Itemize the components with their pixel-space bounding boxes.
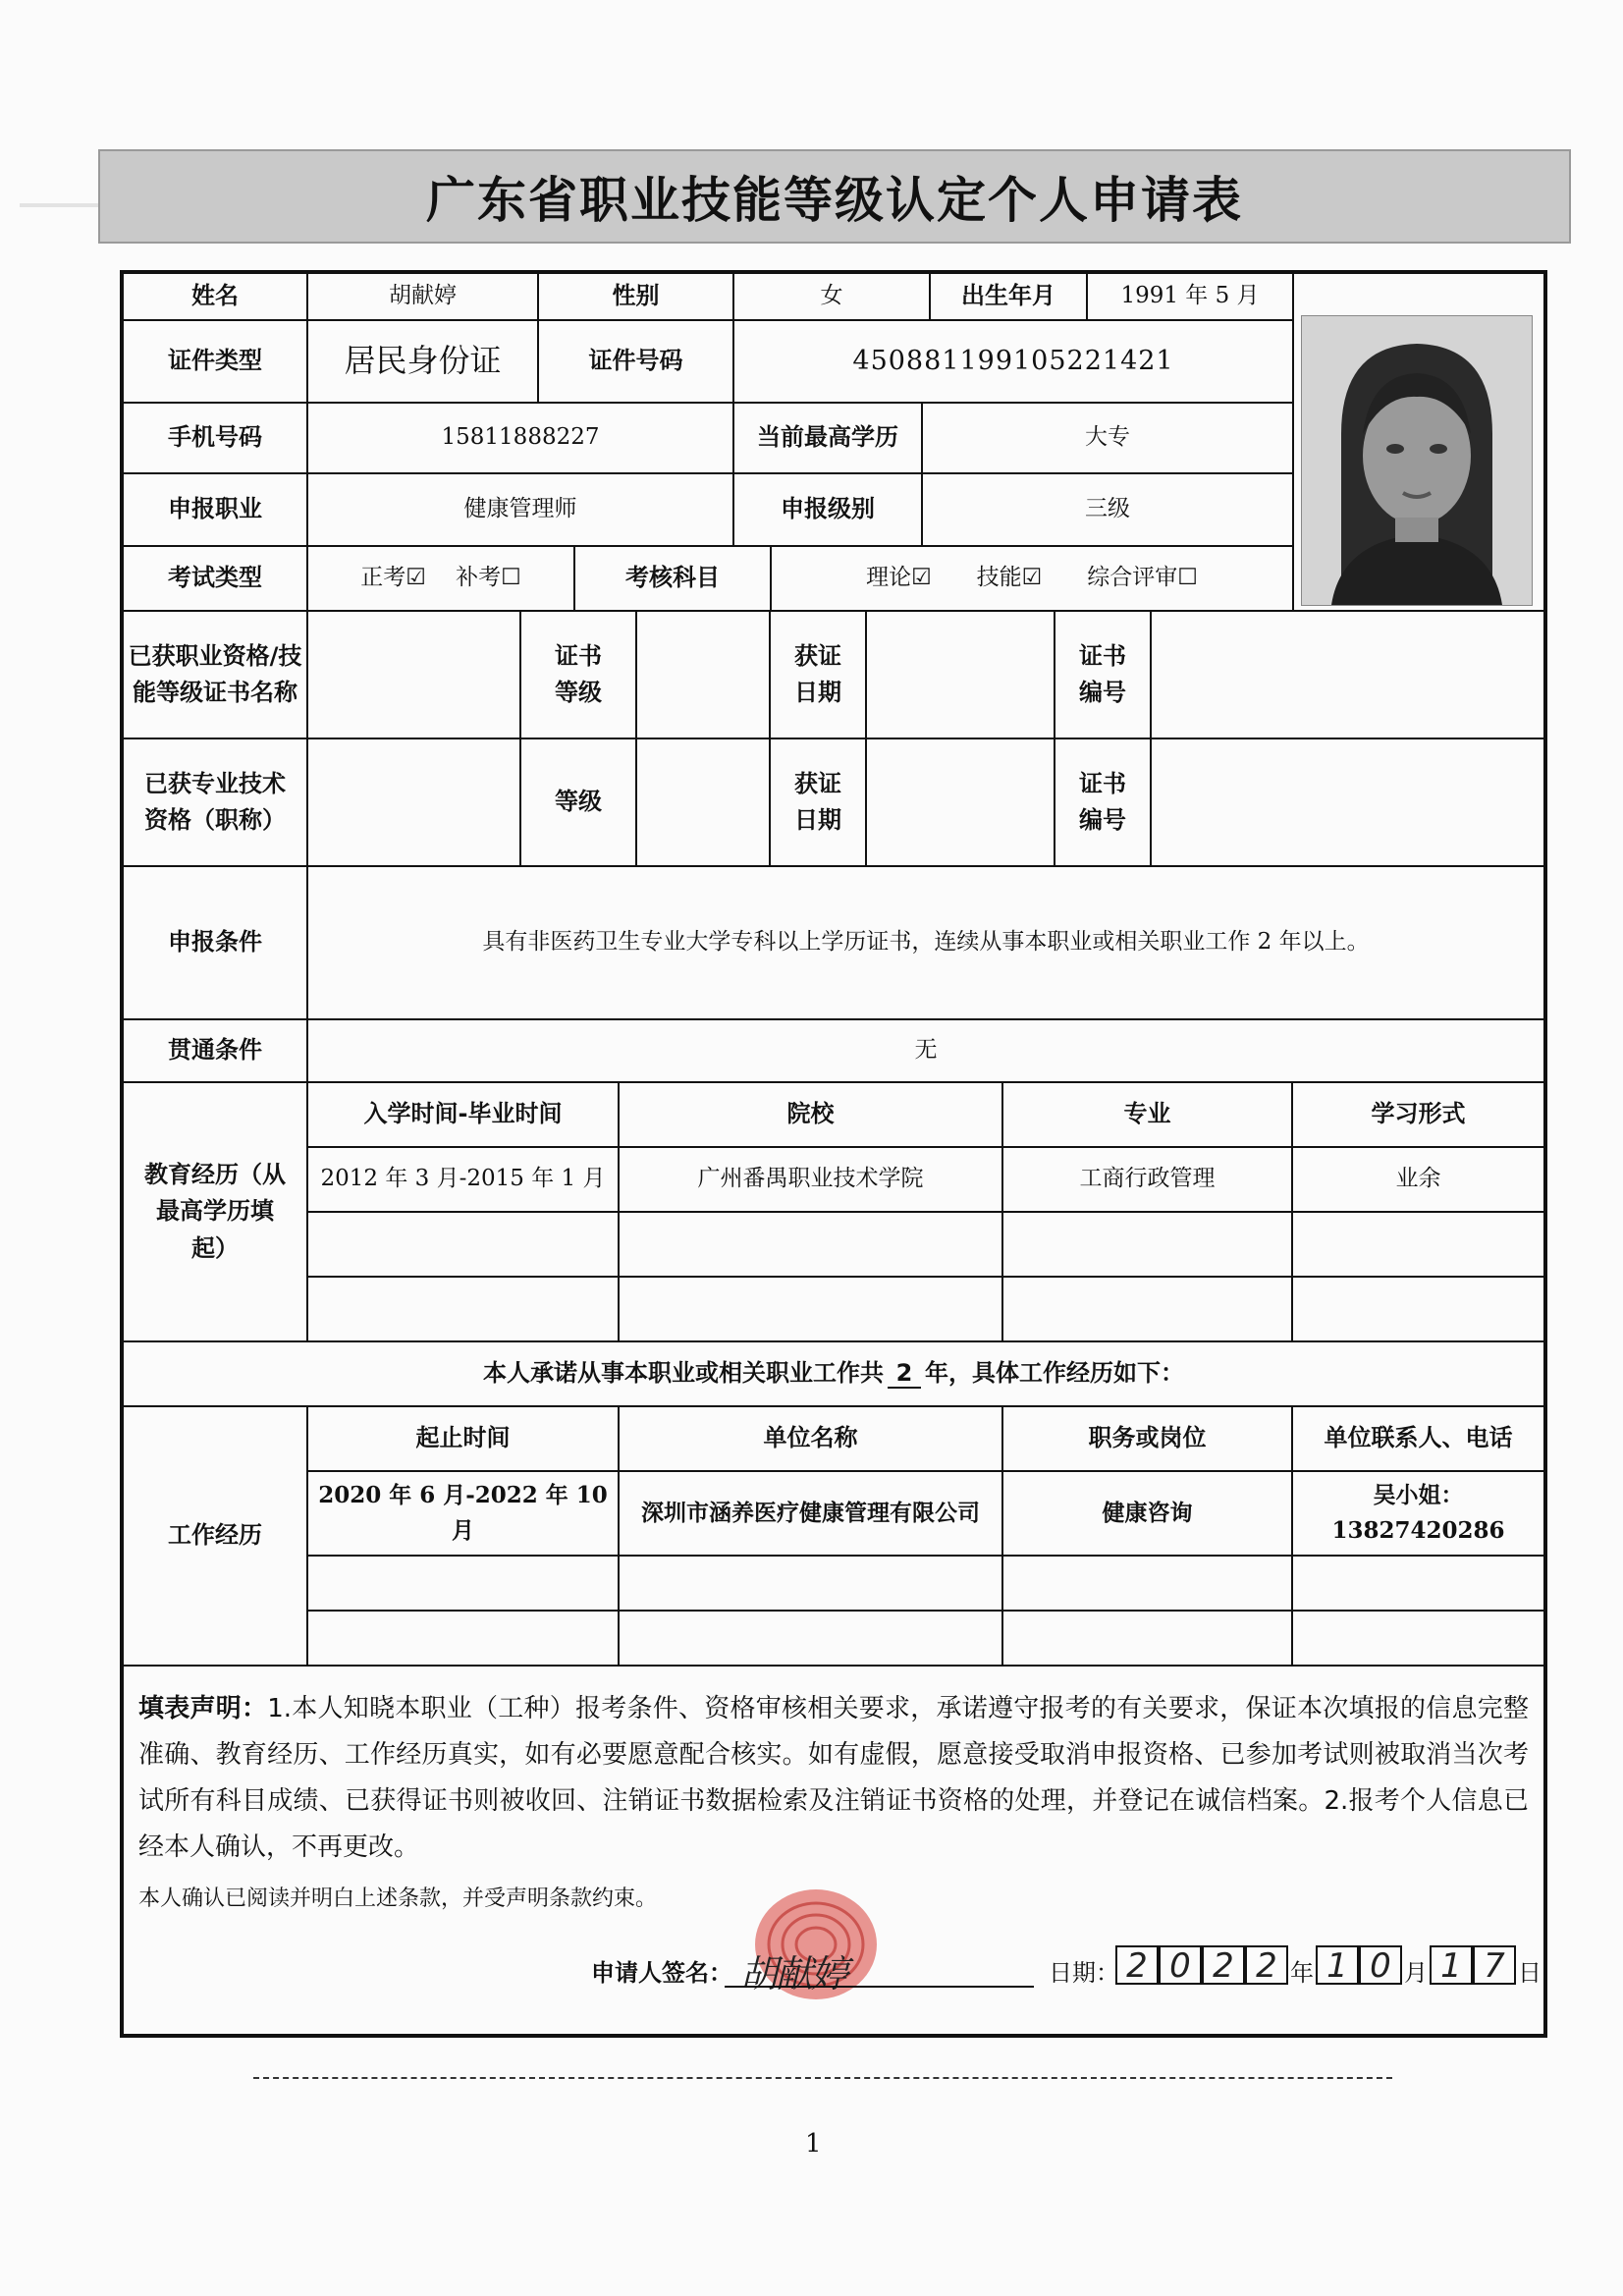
edu-mode: 业余 (1293, 1148, 1543, 1213)
applicant-photo (1301, 315, 1533, 606)
idtype-label: 证件类型 (124, 321, 308, 404)
job-label: 申报职业 (124, 474, 308, 547)
year-digit-box: 2 (1245, 1945, 1288, 1985)
edu-empty-cell (1003, 1213, 1293, 1278)
edu-period: 2012 年 3 月-2015 年 1 月 (308, 1148, 620, 1213)
level-label: 申报级别 (734, 474, 923, 547)
month-digit-box: 1 (1316, 1945, 1359, 1985)
work-header-contact: 单位联系人、电话 (1293, 1407, 1543, 1472)
work-header-position: 职务或岗位 (1003, 1407, 1293, 1472)
title-band (98, 149, 1571, 244)
conditions-value: 具有非医药卫生专业大学专科以上学历证书，连续从事本职业或相关职业工作 2 年以上。 (308, 867, 1543, 1020)
job-value: 健康管理师 (308, 474, 734, 547)
idtype-value: 居民身份证 (308, 321, 539, 404)
subject-label: 考核科目 (575, 547, 772, 612)
edu-school: 广州番禺职业技术学院 (620, 1148, 1003, 1213)
edu-empty-cell (620, 1278, 1003, 1342)
name-value: 胡献婷 (308, 274, 539, 321)
work-empty-cell (1293, 1557, 1543, 1612)
exam-type-options: 正考☑ 补考☐ (308, 547, 575, 612)
month-digit-box: 0 (1359, 1945, 1402, 1985)
work-company: 深圳市涵养医疗健康管理有限公司 (620, 1472, 1003, 1557)
signature-line (725, 1986, 1034, 1988)
declaration-text (138, 1686, 1529, 1871)
work-position: 健康咨询 (1003, 1472, 1293, 1557)
work-empty-cell (308, 1612, 620, 1667)
commitment-prefix: 本人承诺从事本职业或相关职业工作共 (483, 1359, 884, 1388)
edu-label: 当前最高学历 (734, 404, 923, 474)
work-header-company: 单位名称 (620, 1407, 1003, 1472)
page-number: 1 (805, 2129, 822, 2159)
commitment-suffix: 年，具体工作经历如下： (925, 1359, 1184, 1388)
year-digit-box: 2 (1202, 1945, 1245, 1985)
cert-grade-value (637, 612, 771, 739)
year-digit-box: 2 (1115, 1945, 1159, 1985)
prof-no-value (1152, 739, 1543, 867)
prof-date-label: 获证日期 (771, 739, 867, 867)
prof-grade-label: 等级 (521, 739, 637, 867)
day-digit-box: 7 (1473, 1945, 1516, 1985)
through-label: 贯通条件 (124, 1020, 308, 1083)
subject-options: 理论☑ 技能☑ 综合评审☐ (772, 547, 1294, 612)
phone-value: 15811888227 (308, 404, 734, 474)
work-empty-cell (620, 1612, 1003, 1667)
work-empty-cell (1003, 1557, 1293, 1612)
prof-grade-value (637, 739, 771, 867)
day-digit-box: 1 (1430, 1945, 1473, 1985)
work-commitment (124, 1342, 1543, 1407)
date-label: 日期： (1049, 1959, 1119, 1987)
cert-name-label: 已获职业资格/技能等级证书名称 (124, 612, 308, 739)
idno-label: 证件号码 (539, 321, 734, 404)
birth-label: 出生年月 (931, 274, 1088, 321)
gender-label: 性别 (539, 274, 734, 321)
edu-header-school: 院校 (620, 1083, 1003, 1148)
edu-empty-cell (1293, 1278, 1543, 1342)
prof-title-value (308, 739, 521, 867)
declaration-confirm: 本人确认已阅读并明白上述条款，并受声明条款约束。 (138, 1886, 658, 1911)
prof-title-label: 已获专业技术资格（职称） (124, 739, 308, 867)
work-label: 工作经历 (124, 1407, 308, 1667)
edu-empty-cell (1293, 1213, 1543, 1278)
cert-no-label: 证书编号 (1055, 612, 1152, 739)
work-empty-cell (1003, 1612, 1293, 1667)
edu-header-mode: 学习形式 (1293, 1083, 1543, 1148)
edu-empty-cell (308, 1278, 620, 1342)
conditions-label: 申报条件 (124, 867, 308, 1020)
name-label: 姓名 (124, 274, 308, 321)
signature-row (124, 1941, 1543, 2000)
through-value: 无 (308, 1020, 1543, 1083)
sign-label: 申请人签名： (591, 1959, 732, 1987)
work-empty-cell (308, 1557, 620, 1612)
cut-line (253, 2077, 1392, 2079)
application-form (120, 270, 1547, 2038)
month-unit: 月 (1404, 1959, 1428, 1987)
portrait-graphic (1302, 316, 1532, 605)
work-header-period: 起止时间 (308, 1407, 620, 1472)
work-empty-cell (1293, 1612, 1543, 1667)
commitment-years: 2 (888, 1359, 921, 1389)
year-digit-box: 0 (1159, 1945, 1202, 1985)
edu-header-period: 入学时间-毕业时间 (308, 1083, 620, 1148)
edu-header-major: 专业 (1003, 1083, 1293, 1148)
phone-label: 手机号码 (124, 404, 308, 474)
edu-empty-cell (620, 1213, 1003, 1278)
year-unit: 年 (1290, 1959, 1314, 1987)
cert-grade-label: 证书等级 (521, 612, 637, 739)
gender-value: 女 (734, 274, 931, 321)
edu-value: 大专 (923, 404, 1294, 474)
exam-type-label: 考试类型 (124, 547, 308, 612)
day-unit: 日 (1518, 1959, 1542, 1987)
page-title: 广东省职业技能等级认定个人申请表 (426, 172, 1243, 229)
cert-no-value (1152, 612, 1543, 739)
prof-no-label: 证书编号 (1055, 739, 1152, 867)
cert-date-value (867, 612, 1055, 739)
edu-major: 工商行政管理 (1003, 1148, 1293, 1213)
idno-value: 450881199105221421 (734, 321, 1294, 404)
work-contact: 吴小姐：13827420286 (1293, 1472, 1543, 1557)
level-value: 三级 (923, 474, 1294, 547)
edu-empty-cell (1003, 1278, 1293, 1342)
cert-date-label: 获证日期 (771, 612, 867, 739)
work-empty-cell (620, 1557, 1003, 1612)
work-period: 2020 年 6 月-2022 年 10 月 (308, 1472, 620, 1557)
declaration-body: 1.本人知晓本职业（工种）报考条件、资格审核相关要求，承诺遵守报考的有关要求，保证本次填报的信息完整准确、教育经历、工作经历真实，如有必要愿意配合核实。如有虚假，愿意接受取消申报资格、已参加考试则被取消当次考试所有科目成绩、已获得证书则被收回、注销证书数据检索及注销证书资格的处理，并登记在诚信档案。2.报考个人信息已经本人确认，不再更改。 (138, 1694, 1529, 1862)
applicant-signature: 胡献婷 (740, 1952, 847, 1995)
declaration-head: 填表声明： (138, 1694, 268, 1723)
cert-name-value (308, 612, 521, 739)
education-label: 教育经历（从最高学历填起） (124, 1083, 308, 1342)
edu-empty-cell (308, 1213, 620, 1278)
birth-value: 1991 年 5 月 (1088, 274, 1294, 321)
prof-date-value (867, 739, 1055, 867)
